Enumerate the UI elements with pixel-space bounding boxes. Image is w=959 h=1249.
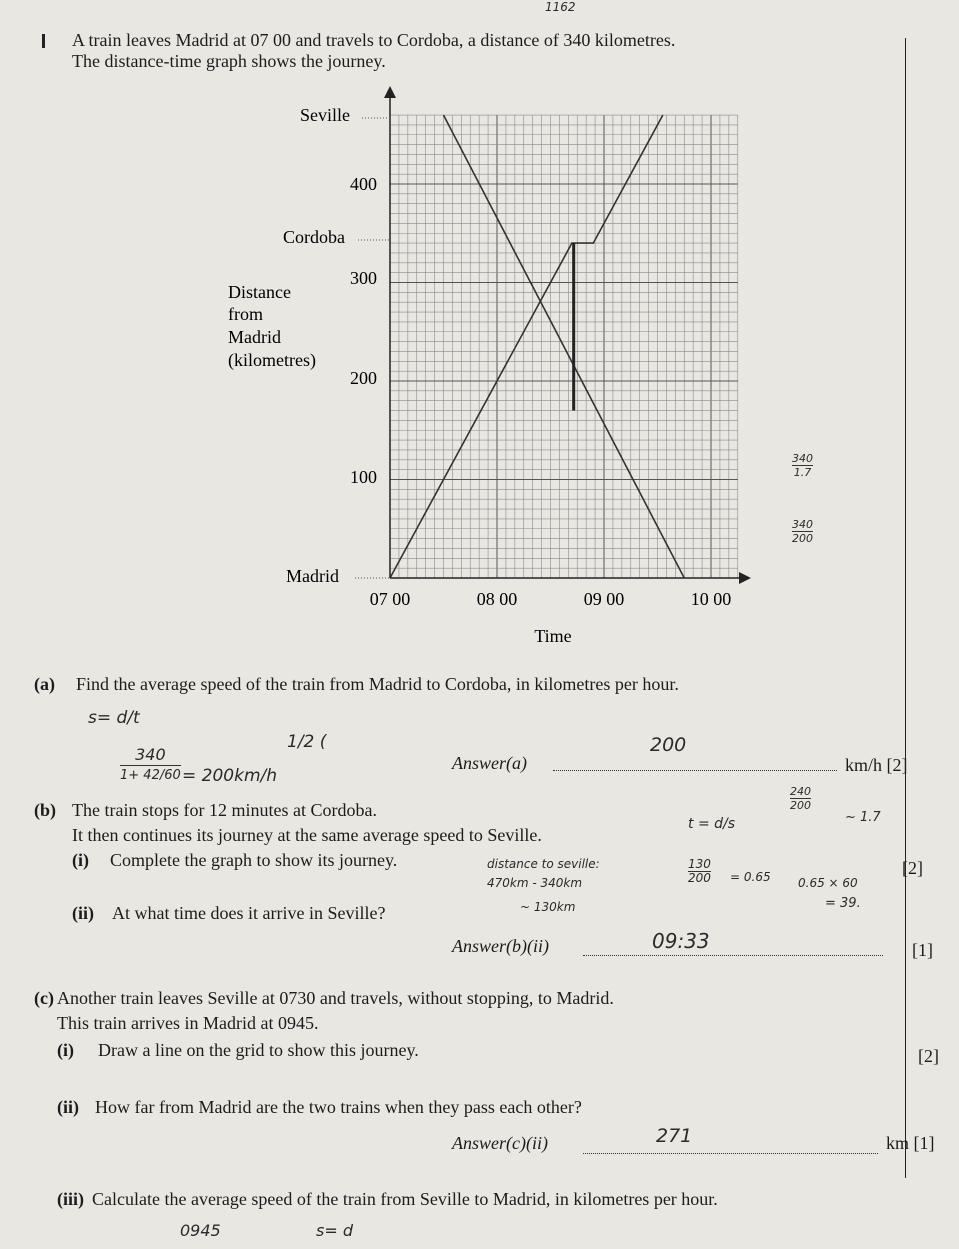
hw-a-formula: s= d/t xyxy=(88,708,140,728)
question-b-label: (b) xyxy=(34,800,56,820)
margin-fraction-2: 340 200 xyxy=(792,518,813,545)
hw-b-fraction: 240 200 xyxy=(790,785,811,812)
question-c-line-2: This train arrives in Madrid at 0945. xyxy=(57,1013,319,1033)
intro-line-2: The distance-time graph shows the journey. xyxy=(72,51,386,71)
y-tick-200: 200 xyxy=(350,368,377,388)
margin-fraction-1: 340 1.7 xyxy=(792,452,813,479)
question-c-iii-text: Calculate the average speed of the train from Seville to Madrid, in kilometres per hour. xyxy=(92,1189,718,1209)
intro-line-1: A train leaves Madrid at 07 00 and travels to Cordoba, a distance of 340 kilometres. xyxy=(72,30,676,50)
question-b-line-1: The train stops for 12 minutes at Cordoba. xyxy=(72,800,377,820)
hw-b-approx: ~ 1.7 xyxy=(845,810,881,825)
x-tick-1000: 10 00 xyxy=(690,589,732,609)
answer-a-value[interactable]: 200 xyxy=(650,734,687,756)
answer-b-ii-value[interactable]: 09:33 xyxy=(652,929,710,953)
question-c-i-text: Draw a line on the grid to show this journey. xyxy=(98,1040,419,1060)
hw-b-distance-result: ~ 130km xyxy=(520,900,576,914)
hw-c-formula: s= d xyxy=(316,1221,353,1240)
hw-half: 1/2 ( xyxy=(287,732,327,752)
answer-b-ii-label: Answer(b)(ii) xyxy=(452,936,549,956)
answer-a-unit-marks: km/h [2] xyxy=(845,755,908,775)
answer-b-ii-marks: [1] xyxy=(912,940,933,960)
hw-a-fraction: 340 1+ 42/60 xyxy=(120,745,181,783)
question-c-line-1: Another train leaves Seville at 0730 and travels, without stopping, to Madrid. xyxy=(57,988,614,1008)
y-label-line-4: (kilometres) xyxy=(228,350,316,370)
question-a-text: Find the average speed of the train from Madrid to Cordoba, in kilometres per hour. xyxy=(76,674,679,694)
hw-b-division-result: = 0.65 xyxy=(730,870,771,884)
hw-b-t-formula: t = d/s xyxy=(688,816,736,832)
hw-b-mult-result: = 39. xyxy=(825,896,861,911)
question-a-label: (a) xyxy=(34,674,55,694)
question-c-label: (c) xyxy=(34,988,54,1008)
question-c-iii-label: (iii) xyxy=(57,1189,84,1209)
answer-c-ii-unit-marks: km [1] xyxy=(886,1133,935,1153)
y-tick-300: 300 xyxy=(350,268,377,288)
question-b-ii-text: At what time does it arrive in Seville? xyxy=(112,903,386,923)
hw-b-mult: 0.65 × 60 xyxy=(798,876,858,890)
question-b-ii-label: (ii) xyxy=(72,903,94,923)
hw-b-division: 130 200 xyxy=(688,857,711,885)
hw-b-distance-calc: 470km - 340km xyxy=(487,876,583,890)
hw-b-distance-note: distance to seville: xyxy=(487,857,600,871)
answer-c-ii-value[interactable]: 271 xyxy=(656,1125,693,1147)
question-b-i-marks: [2] xyxy=(902,858,923,878)
y-label-line-1: Distance xyxy=(228,282,291,302)
answer-a-label: Answer(a) xyxy=(452,753,527,773)
hw-a-result: = 200km/h xyxy=(182,766,278,786)
answer-b-ii-line[interactable] xyxy=(583,955,883,956)
x-tick-0900: 09 00 xyxy=(583,589,625,609)
x-tick-0700: 07 00 xyxy=(369,589,411,609)
question-c-ii-label: (ii) xyxy=(57,1097,79,1117)
y-tick-100: 100 xyxy=(350,467,377,487)
question-c-i-label: (i) xyxy=(57,1040,74,1060)
x-tick-0800: 08 00 xyxy=(476,589,518,609)
answer-a-line[interactable] xyxy=(553,770,837,771)
place-madrid: Madrid xyxy=(286,566,339,586)
y-label-line-3: Madrid xyxy=(228,327,281,347)
x-axis-label: Time xyxy=(534,626,572,646)
header-scribble: 1162 xyxy=(545,0,576,14)
y-label-line-2: from xyxy=(228,304,263,324)
question-b-i-label: (i) xyxy=(72,850,89,870)
hw-c-time: 0945 xyxy=(180,1221,221,1240)
place-seville: Seville xyxy=(300,105,350,125)
question-b-line-2: It then continues its journey at the same average speed to Seville. xyxy=(72,825,542,845)
question-c-i-marks: [2] xyxy=(918,1046,939,1066)
y-tick-400: 400 xyxy=(350,174,377,194)
question-b-i-text: Complete the graph to show its journey. xyxy=(110,850,398,870)
answer-c-ii-line[interactable] xyxy=(583,1153,878,1154)
question-c-ii-text: How far from Madrid are the two trains when they pass each other? xyxy=(95,1097,582,1117)
place-cordoba: Cordoba xyxy=(283,227,345,247)
answer-c-ii-label: Answer(c)(ii) xyxy=(452,1133,548,1153)
